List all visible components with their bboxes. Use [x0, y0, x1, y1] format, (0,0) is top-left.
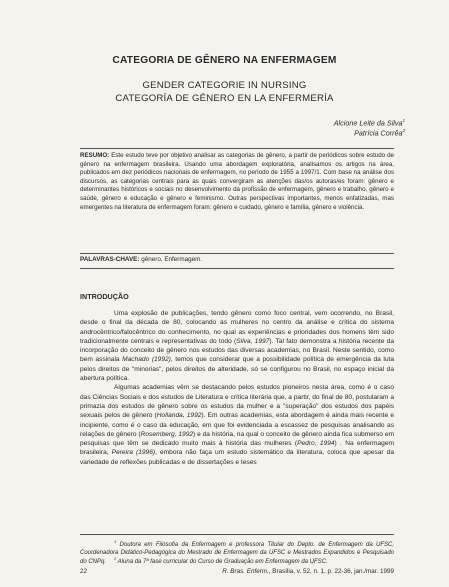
citation: Machado (1992): [122, 356, 171, 364]
footnote-mark: 2: [114, 556, 117, 561]
text-run: , embora não faça um estudo sistemático da literatura, coloca que apesar da variedade de reflexões publicadas e de dissertações e teses: [80, 449, 395, 466]
keywords-label: PALAVRAS-CHAVE:: [80, 256, 140, 263]
abstract-label: RESUMO:: [80, 152, 110, 159]
citation: Rosemberg, 1992: [140, 430, 194, 438]
author-1: [334, 118, 405, 127]
section-heading: INTRODUÇÃO: [80, 292, 129, 301]
citation: Silva, 1997: [236, 337, 270, 345]
text-run: ). Tal fato demonstra a história recente da incorporação do conceito de gênero nos estudos das diversas academias, no Brasil. Neste sentido, como bem assinala: [80, 337, 395, 364]
text-run: ). Em outras academias, esta abordagem é ainda mais recente e incipiente, como é o caso da educação, em que foi evidenciada a escassez de pesquisas analisando as relações de gênero (: [80, 412, 394, 438]
footnote-2: [80, 555, 394, 566]
journal-name: R. Bras. Enferm.: [222, 568, 269, 575]
keywords-text: gênero, Enfermagem.: [139, 256, 203, 263]
author-footnote-mark: 2: [402, 128, 405, 133]
introduction-body: [80, 309, 394, 467]
author-2: [354, 128, 405, 137]
citation: Pereira (1996): [111, 449, 156, 457]
article-subtitle-spanish: CATEGORÍA DE GÉNERO EN LA ENFERMERÍA: [115, 93, 334, 104]
citation: Pedro, 1994: [297, 440, 335, 448]
author-footnote-mark: 1: [402, 118, 405, 123]
footnote-text: Aluna da 7ª fase curricular do Curso de Graduação em Enfermagem da UFSC.: [116, 559, 328, 565]
divider: [80, 268, 394, 269]
text-run: Uma explosão de publicações, tendo gênero como foco central, vem ocorrendo, no Brasil, desde o final da década de 80, colocando as mulheres no centro da análise e crítica do sistema androcêntrico/falocêntrico do conhecimento, no qual as experiências e prioridades dos homens têm sido tradicionalmente centrais e representativas do todo (: [80, 310, 394, 345]
divider: [80, 148, 394, 149]
journal-citation: [222, 568, 394, 575]
text-run: , temos que considerar que a possibilidade política de emergência da luta pelos direitos de "minorias", pelos direitos de alteridade, só se configurou no Brasil, no espaço inicial da abertura política.: [80, 356, 394, 383]
author-name: Alcione Leite da Silva: [333, 118, 403, 128]
article-title: CATEGORIA DE GÊNERO NA ENFERMAGEM: [112, 55, 337, 66]
article-subtitle-english: GENDER CATEGORIE IN NURSING: [142, 80, 307, 91]
keywords: [80, 256, 394, 263]
paragraph: [80, 309, 394, 383]
abstract: [80, 152, 394, 212]
abstract-text: Este estudo teve por objetivo analisar as categorias de gênero, a partir de periódicos sobre estudo de gênero na enfermagem brasileira. Usando uma abordagem exploratória, analisamos os artigos na área, publicados em dez periódicos nacionais de enfermagem, no período de 1955 a 1997/1. Com base na análise dos discursos, as categorias centrais para as quais convergiram as atenções das/os autoras/es foram: gênero e determinantes históricos e sociais no desenvolvimento da profissão de enfermagem, gênero e trabalho, gênero e saúde, gênero e educação e gênero e feminismo. Outras perspectivas importantes, menos enfatizadas, mas emergentes na literatura de enfermagem foram: gênero e cuidado, gênero e família, gênero e violência.: [80, 152, 394, 211]
footnote-divider: [80, 534, 394, 535]
page-number: 22: [80, 568, 88, 575]
paragraph: [80, 383, 394, 467]
text-run: ) . Na enfermagem brasileira,: [80, 440, 394, 457]
citation: Hollanda, 1992: [156, 412, 202, 420]
footnote-mark: 1: [114, 539, 117, 544]
text-run: ) e da história, na qual o conceito de gênero ainda fica submerso em pesquisas que têm se dedicado muito mais à história das mulheres (: [80, 430, 394, 448]
footnote-text: Doutora em Filosofia da Enfermagem e professora Titular do Depto. de Enfermagem da UFSC, Coordenadora Didático-Pedagógica do Mestrado de Enfermagem da UFSC e Mestrados Expandidos e Pesquisado do CNPq.: [80, 542, 394, 565]
text-run: Algumas academias vêm se destacando pelos estudos pioneiros nesta área, como é o caso das Ciências Sociais e dos estudos de Literatura e crítica literária que, a partir, do final de 80, postularam a primazia dos estudos de gênero sobre os estudos da mulher e a "superação" dos estudos dos papéis sexuais pelos de gênero (: [80, 384, 394, 420]
journal-details: , Brasília, v. 52, n. 1, p. 22-36, jan./mar. 1999: [268, 568, 394, 575]
author-name: Patrícia Corrêa: [354, 128, 403, 138]
divider: [80, 253, 394, 254]
